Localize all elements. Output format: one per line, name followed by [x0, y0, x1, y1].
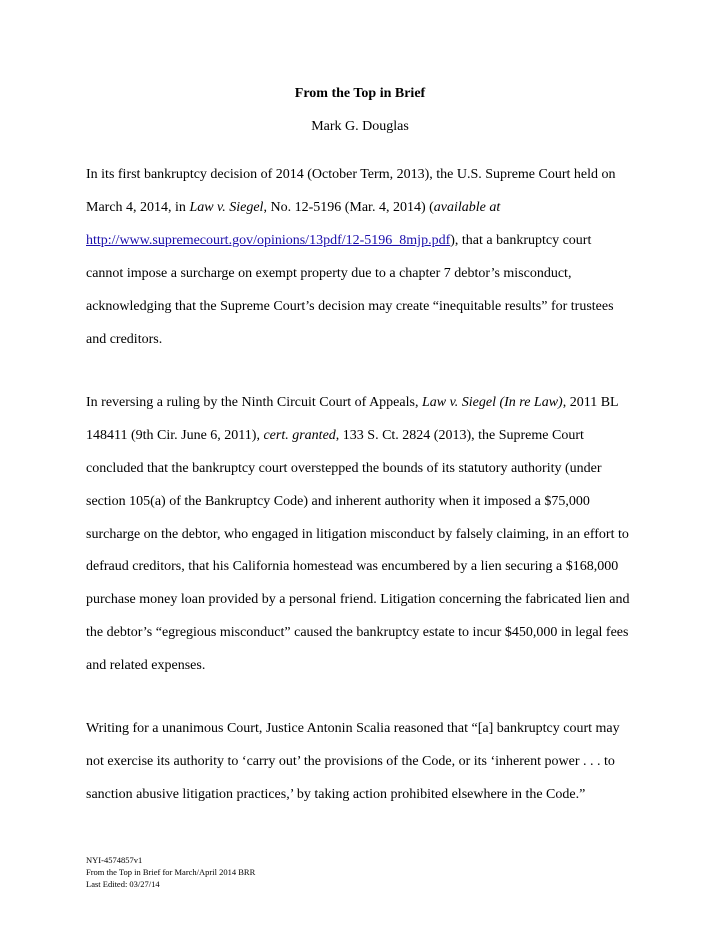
paragraph-2-line-2: [86, 427, 646, 445]
footer-doc-id: NYI-4574857v1: [86, 855, 143, 865]
paragraph-1-line-3: [86, 232, 646, 250]
author-name: Mark G. Douglas: [311, 119, 409, 134]
case-name: Law v. Siegel (In re Law): [421, 395, 563, 410]
text-span: , 2011 BL: [562, 395, 619, 410]
paragraph-2-line-4: section 105(a) of the Bankruptcy Code) and inherent authority when it imposed a $75,000: [86, 494, 590, 509]
paragraph-3-line-1: Writing for a unanimous Court, Justice Antonin Scalia reasoned that “[a] bankruptcy court may: [86, 721, 620, 736]
paragraph-2-line-6: defraud creditors, that his California homestead was encumbered by a lien securing a $168,000: [86, 559, 619, 574]
footer-last-edited: Last Edited: 03/27/14: [86, 879, 160, 889]
cert-granted: cert. granted: [263, 428, 336, 443]
paragraph-1-line-1: In its first bankruptcy decision of 2014 (October Term, 2013), the U.S. Supreme Court held on: [86, 167, 616, 182]
paragraph-1-line-5: acknowledging that the Supreme Court’s decision may create “inequitable results” for trustees: [86, 299, 614, 314]
text-span: In reversing a ruling by the Ninth Circuit Court of Appeals,: [86, 395, 422, 410]
text-span: ), that a bankruptcy court: [450, 233, 592, 248]
paragraph-3-line-3: sanction abusive litigation practices,’ by taking action prohibited elsewhere in the Code.”: [86, 787, 586, 802]
paragraph-1-line-2: [86, 199, 646, 217]
paragraph-2-line-3: concluded that the bankruptcy court overstepped the bounds of its statutory authority (under: [86, 461, 602, 476]
paragraph-3-line-2: not exercise its authority to ‘carry out’ the provisions of the Code, or its ‘inherent power . . . to: [86, 754, 615, 769]
document-title: From the Top in Brief: [294, 86, 426, 101]
paragraph-2-line-1: [86, 394, 646, 412]
text-span: , No. 12-5196 (Mar. 4, 2014) (: [263, 200, 434, 215]
available-at-label: available at: [433, 200, 501, 215]
paragraph-2-line-5: surcharge on the debtor, who engaged in litigation misconduct by falsely claiming, in an effort to: [86, 527, 629, 542]
text-span: 148411 (9th Cir. June 6, 2011),: [86, 428, 264, 443]
text-span: March 4, 2014, in: [86, 200, 190, 215]
paragraph-2-line-8: the debtor’s “egregious misconduct” caused the bankruptcy estate to incur $450,000 in legal fees: [86, 625, 629, 640]
paragraph-1-line-6: and creditors.: [86, 332, 163, 347]
case-name: Law v. Siegel: [189, 200, 264, 215]
paragraph-1-line-4: cannot impose a surcharge on exempt property due to a chapter 7 debtor’s misconduct,: [86, 266, 572, 281]
footer-doc-name: From the Top in Brief for March/April 2014 BRR: [86, 867, 256, 877]
paragraph-2-line-7: purchase money loan provided by a personal friend. Litigation concerning the fabricated lien and: [86, 592, 630, 607]
opinion-link[interactable]: http://www.supremecourt.gov/opinions/13pdf/12-5196_8mjp.pdf: [86, 233, 451, 248]
paragraph-2-line-9: and related expenses.: [86, 658, 206, 673]
text-span: , 133 S. Ct. 2824 (2013), the Supreme Court: [335, 428, 584, 443]
